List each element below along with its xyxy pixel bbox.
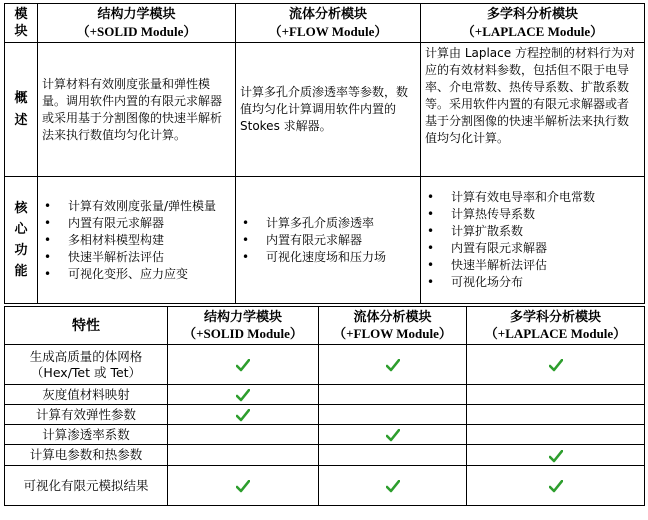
core-features-row — [5, 177, 645, 304]
checkmark-icon — [549, 450, 563, 463]
check-cell — [319, 445, 467, 466]
list-item: • 可视化速度场和压力场 — [242, 249, 416, 266]
feature-name: 生成高质量的体网格（Hex/Tet 或 Tet） — [5, 345, 168, 385]
feature-name: 计算渗透率系数 — [5, 425, 168, 445]
module-subtitle: （+FLOW Module） — [333, 325, 452, 341]
check-cell — [168, 425, 319, 445]
overview-label: 概述 — [14, 90, 28, 128]
list-item: • 计算有效刚度张量/弹性模量 — [44, 198, 231, 215]
list-item: • 多相材料模型构建 — [44, 232, 231, 249]
checkmark-icon — [549, 359, 563, 372]
feature-name: 计算电参数和热参数 — [5, 445, 168, 466]
module-title: 多学科分析模块 — [509, 309, 601, 325]
core-list-laplace — [421, 177, 645, 304]
check-cell — [168, 385, 319, 405]
check-cell — [319, 405, 467, 425]
feature-name: 灰度值材料映射 — [5, 385, 168, 405]
table-row — [5, 345, 645, 385]
check-cell — [168, 466, 319, 506]
module-subtitle: （+LAPLACE Module） — [484, 325, 627, 341]
module-header-flow — [236, 4, 421, 43]
corner-label: 模块 — [14, 7, 28, 39]
module-subtitle: （+LAPLACE Module） — [461, 24, 604, 39]
check-cell — [168, 405, 319, 425]
table-row — [5, 466, 645, 506]
core-label-cell — [5, 177, 38, 304]
module-title: 流体分析模块 — [353, 309, 432, 325]
check-cell — [467, 405, 645, 425]
list-item: • 计算有效电导率和介电常数 — [427, 189, 640, 206]
core-label: 核心功能 — [14, 201, 28, 279]
overview-label-cell — [5, 43, 38, 177]
corner-cell — [5, 4, 38, 43]
overview-solid: 计算材料有效刚度张量和弹性模量。调用软件内置的有限元求解器或采用基于分割图像的快速半解析法来执行数值均匀化计算。 — [38, 43, 236, 177]
checkmark-icon — [386, 429, 400, 442]
feature-comparison-table — [4, 306, 645, 506]
table-row — [5, 445, 645, 466]
check-cell — [319, 385, 467, 405]
checkmark-icon — [236, 389, 250, 402]
module-header-laplace — [467, 307, 645, 345]
core-list-solid — [38, 177, 236, 304]
overview-laplace: 计算由 Laplace 方程控制的材料行为对应的有效材料参数，包括但不限于电导率、介电常数、热传导系数、扩散系数等。采用软件内置的有限元求解器或者基于分割图像的快速半解析法来执行数值均匀化计算。 — [421, 43, 645, 177]
module-overview-table — [4, 3, 645, 304]
module-header-flow — [319, 307, 467, 345]
list-item: • 可视化场分布 — [427, 274, 640, 291]
module-header-laplace — [421, 4, 645, 43]
check-cell — [467, 466, 645, 506]
module-title: 流体分析模块 — [288, 7, 367, 22]
list-item: • 计算扩散系数 — [427, 223, 640, 240]
check-cell — [319, 425, 467, 445]
feature-list — [421, 187, 644, 293]
check-cell — [319, 466, 467, 506]
feature-name: 计算有效弹性参数 — [5, 405, 168, 425]
feature-rows — [5, 345, 645, 506]
check-cell — [168, 345, 319, 385]
list-item: • 计算热传导系数 — [427, 206, 640, 223]
check-cell — [467, 425, 645, 445]
checkmark-icon — [236, 359, 250, 372]
checkmark-icon — [386, 359, 400, 372]
checkmark-icon — [236, 409, 250, 422]
module-title: 多学科分析模块 — [486, 7, 578, 22]
module-header-solid — [38, 4, 236, 43]
list-item: • 内置有限元求解器 — [44, 215, 231, 232]
checkmark-icon — [236, 480, 250, 493]
checkmark-icon — [386, 480, 400, 493]
feature-header-row — [5, 307, 645, 345]
list-item: • 快速半解析法评估 — [427, 257, 640, 274]
list-item: • 快速半解析法评估 — [44, 249, 231, 266]
list-item: • 内置有限元求解器 — [427, 240, 640, 257]
overview-flow: 计算多孔介质渗透率等参数，数值均匀化计算调用软件内置的 Stokes 求解器。 — [236, 43, 421, 177]
list-item: • 计算多孔介质渗透率 — [242, 215, 416, 232]
table-row — [5, 425, 645, 445]
checkmark-icon — [549, 480, 563, 493]
check-cell — [467, 345, 645, 385]
list-item: • 可视化变形、应力应变 — [44, 266, 231, 283]
module-subtitle: （+SOLID Module） — [76, 24, 197, 39]
table-row — [5, 405, 645, 425]
feature-list — [38, 196, 235, 285]
list-item: • 内置有限元求解器 — [242, 232, 416, 249]
table-row — [5, 385, 645, 405]
module-subtitle: （+FLOW Module） — [268, 24, 388, 39]
module-header-solid — [168, 307, 319, 345]
header-row — [5, 4, 645, 43]
feature-list — [236, 213, 420, 268]
core-list-flow — [236, 177, 421, 304]
feature-name: 可视化有限元模拟结果 — [5, 466, 168, 506]
feature-header: 特性 — [5, 307, 168, 345]
module-title: 结构力学模块 — [97, 7, 176, 22]
check-cell — [168, 445, 319, 466]
check-cell — [319, 345, 467, 385]
overview-row — [5, 43, 645, 177]
module-title: 结构力学模块 — [203, 309, 282, 325]
check-cell — [467, 445, 645, 466]
module-subtitle: （+SOLID Module） — [183, 325, 303, 341]
check-cell — [467, 385, 645, 405]
